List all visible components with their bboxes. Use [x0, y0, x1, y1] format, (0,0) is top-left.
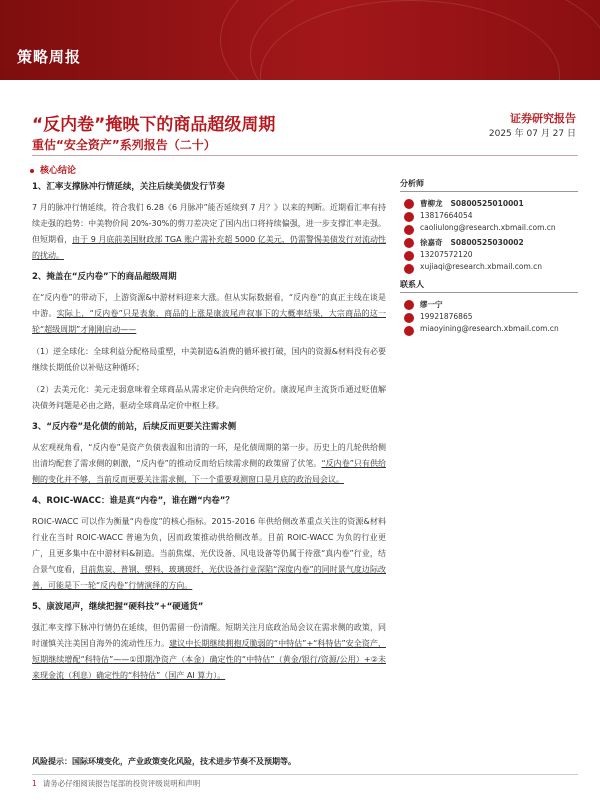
brand-title: 策略周报: [17, 48, 82, 66]
paragraph-text: 强汇率支撑下脉冲行情仍在延续，但仍需留一份清醒。短期关注月底政治局会议在需求侧的政策，同时谨慎关注美国自海外的流动性压力。: [32, 623, 386, 648]
analyst-email[interactable]: xujiaqi@research.xbmail.com.cn: [420, 262, 543, 271]
page-number: 1: [32, 779, 37, 788]
contacts-heading: 联系人: [400, 279, 578, 293]
paragraph-underlined: “反内卷”只有供给侧的变化并不够，当前反而更要关注需求侧，下一个重要观测窗口是月底的政治局会议。: [32, 459, 386, 484]
paragraph-underlined: 实际上，“反内卷”只是表象，商品的上涨是康波尾声叙事下的大概率结果，大宗商品的这一轮“超级周期”才刚刚启动——: [32, 309, 386, 334]
paragraph-text: 在“反内卷”的带动下，上游资源&中游材料迎来大涨。但从实际数据看，“反内卷”的真正主线在谈是中游。: [32, 293, 386, 318]
paragraph: [32, 620, 386, 684]
core-conclusion-label: [30, 163, 76, 176]
section-heading: 2、掩盖在“反内卷”下的商品超级周期: [32, 272, 177, 282]
mail-icon: [404, 326, 414, 336]
person-icon: [404, 300, 414, 310]
mail-icon: [404, 225, 414, 235]
analyst-name-line: [420, 237, 578, 249]
core-label-text: 核心结论: [40, 166, 77, 176]
analyst-phone: 13207572120: [420, 250, 473, 259]
paragraph-text: 7 月的脉冲行情延续，符合我们 6.28《6 月脉冲”能否延续到 7 月？》以来的判断。近期看汇率有持续走强的趋势：中美物价间 20%-30%的剪刀差决定了国内出口将持续偏强，进一步支撑汇率走强。但短期看，: [32, 203, 386, 244]
paragraph-text: ROIC-WACC 可以作为衡量“内卷度”的核心指标。2015-2016 年供给侧改革重点关注的资源&材料行业在当时 ROIC-WACC 普遍为负，因而政策推动供给侧改革。目前 ROIC-WACC 为负的行业更广，且更多集中在中游材料&制造。当前焦煤、光伏设备、风电设备等仍属于待涨“真内卷”行业，结合景气度看，: [32, 517, 386, 574]
bullet-icon: [30, 169, 34, 173]
section: [32, 600, 386, 684]
mail-icon: [404, 264, 414, 274]
phone-icon: [404, 212, 414, 222]
footer-disclaimer: 请务必仔细阅读报告尾部的投资评级说明和声明: [42, 779, 201, 788]
paragraph: [32, 344, 386, 376]
paragraph-text: 从宏观视角看，“反内卷”是资产负债表温和出清的一环，是化债周期的第一步。历史上的几轮供给侧出清均配套了需求侧的刺激，“反内卷”的推动反而给后续需求侧的政策留了伏笔。: [32, 443, 386, 468]
analyst-card: [400, 198, 578, 234]
main-content: [32, 180, 386, 690]
section: [32, 494, 386, 594]
section-heading: 1、汇率支撑脉冲行情延续，关注后续美债发行节奏: [32, 182, 225, 192]
report-subtitle: 重估“安全资产”系列报告（二十）: [32, 138, 216, 152]
paragraph-text: （2）去美元化：美元走弱意味着全球商品从需求定价走向供给定价。康波尾声主流货币通过贬值解决债务问题是必由之路，驱动全球商品定价中枢上移。: [32, 385, 386, 410]
contact-email[interactable]: miaoyining@research.xbmail.com.cn: [420, 324, 559, 333]
section-heading: 3、“反内卷”是化债的前站，后续反而更要关注需求侧: [32, 422, 237, 432]
section: [32, 180, 386, 264]
section-heading: 4、ROIC-WACC：谁是真“内卷”，谁在蹭“内卷”？: [32, 496, 234, 506]
analyst-phone: 13817664054: [420, 211, 473, 220]
analyst-code: S0800525010001: [450, 199, 524, 208]
title-divider: [32, 155, 578, 156]
phone-icon: [404, 251, 414, 261]
paragraph: [32, 382, 386, 414]
header-band: [0, 0, 600, 80]
analyst-name: 徐嘉奇: [420, 238, 443, 247]
analyst-name-line: [420, 198, 578, 210]
report-type: 证券研究报告: [510, 112, 576, 125]
paragraph: [32, 440, 386, 488]
section-heading: 5、康波尾声，继续把握“硬科技”+“硬通货”: [32, 602, 204, 612]
contact-phone: 19921876865: [420, 312, 473, 321]
section: [32, 420, 386, 488]
analysts-heading: 分析师: [400, 178, 578, 192]
contact-name-line: [420, 299, 578, 311]
footer-divider: [32, 774, 578, 775]
analyst-card: [400, 237, 578, 273]
analyst-name: 曹柳龙: [420, 199, 443, 208]
contact-card: [400, 299, 578, 335]
paragraph-underlined: 目前焦炭、普钢、塑料、玻璃玻纤、光伏设备行业深陷“深度内卷”的同时景气度边际改善，可能是下一轮“反内卷”行情演绎的方向。: [32, 565, 386, 590]
contact-name: 缪一宁: [420, 300, 443, 309]
paragraph: [32, 514, 386, 594]
phone-icon: [404, 313, 414, 323]
paragraph: [32, 290, 386, 338]
section: [32, 270, 386, 414]
paragraph-underlined: 建议中长期继续拥抱反脆弱的“中特估”+“科特估”安全资产，短期继续增配“科特估”——①即期净资产（本金）确定性的“中特估”（黄金/银行/资源/公用）+②未来现金流（利息）确定性的“科特估”（国产 AI 算力）。: [32, 639, 387, 680]
report-date: 2025 年 07 月 27 日: [488, 129, 576, 139]
sidebar: [400, 178, 578, 338]
person-icon: [404, 199, 414, 209]
person-icon: [404, 238, 414, 248]
footer: [32, 778, 200, 789]
paragraph-underlined: 由于 9 月底前美国财政部 TGA 账户需补充超 5000 亿美元，仍需警惕美债发行对流动性的扰动。: [32, 235, 387, 260]
paragraph: [32, 200, 386, 264]
analyst-code: S0800525030002: [450, 238, 524, 247]
paragraph-text: （1）逆全球化：全球利益分配格局重塑，中美制造&消费的循环被打破，国内的资源&材料没有必要继续长期低价以补贴这种循环；: [32, 347, 386, 372]
analyst-email[interactable]: caoliulong@research.xbmail.com.cn: [420, 223, 556, 232]
risk-warning: 风险提示：国际环境变化，产业政策变化风险，技术进步节奏不及预期等。: [32, 757, 296, 766]
report-title: “反内卷”掩映下的商品超级周期: [32, 115, 276, 135]
